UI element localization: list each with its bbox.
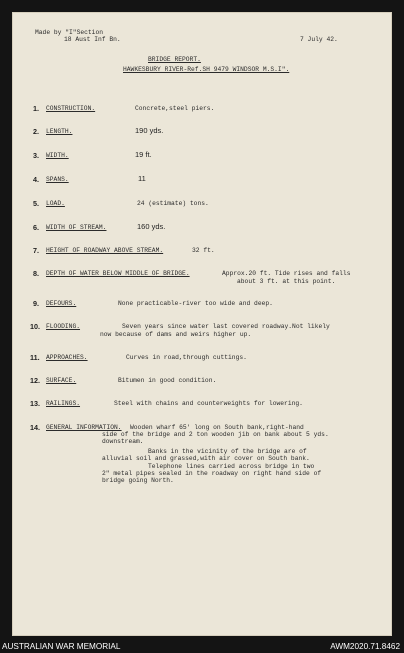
report-title: BRIDGE REPORT. <box>148 56 201 63</box>
item-number: 13. <box>30 399 40 408</box>
info-line: side of the bridge and 2 ton wooden jib on bank about 5 yds. <box>102 431 329 438</box>
made-by-line: Made by "I"Section <box>35 29 104 36</box>
item-text: 160 yds. <box>137 222 166 231</box>
item-text: Steel with chains and counterweights for lowering. <box>114 400 303 407</box>
report-subtitle: HAWKESBURY RIVER-Ref.SH 9479 WINDSOR M.S.I". <box>123 66 290 73</box>
item-text: 11 <box>138 174 146 183</box>
item-text: Seven years since water last covered roadway.Not likely <box>122 323 330 330</box>
item-number: 10. <box>30 322 40 331</box>
item-text: 32 ft. <box>192 247 215 254</box>
item-text: Approx.20 ft. Tide rises and falls <box>222 270 351 277</box>
info-line: bridge going North. <box>102 477 174 484</box>
item-text: Concrete,steel piers. <box>135 105 215 112</box>
item-label: DEFOURS. <box>46 300 77 307</box>
info-line: downstream. <box>102 438 144 445</box>
item-number: 2. <box>33 127 39 136</box>
item-label: CONSTRUCTION. <box>46 105 96 112</box>
item-text: Curves in road,through cuttings. <box>126 354 247 361</box>
info-line: alluvial soil and grassed,with air cover on South bank. <box>102 455 310 462</box>
item-text: 19 ft. <box>135 150 152 159</box>
item-text: 190 yds. <box>135 126 164 135</box>
footer-accession: AWM2020.71.8462 <box>330 642 400 651</box>
item-number: 11. <box>30 353 40 362</box>
item-number: 9. <box>33 299 39 308</box>
item-number: 6. <box>33 223 39 232</box>
item-number: 5. <box>33 199 39 208</box>
item-label: GENERAL INFORMATION. <box>46 424 122 431</box>
item-label: WIDTH. <box>46 152 69 159</box>
item-label: LENGTH. <box>46 128 73 135</box>
item-text: 24 (estimate) tons. <box>137 200 209 207</box>
item-text: None practicable-river too wide and deep. <box>118 300 273 307</box>
item-label: WIDTH OF STREAM. <box>46 224 107 231</box>
item-label: LOAD. <box>46 200 65 207</box>
item-text-continued: about 3 ft. at this point. <box>237 278 336 285</box>
item-number: 12. <box>30 376 40 385</box>
report-date: 7 July 42. <box>300 36 338 43</box>
unit-line: 18 Aust Inf Bn. <box>64 36 121 43</box>
item-label: FLOODING. <box>46 323 81 330</box>
item-number: 4. <box>33 175 39 184</box>
item-label: DEPTH OF WATER BELOW MIDDLE OF BRIDGE. <box>46 270 190 277</box>
item-label: SPANS. <box>46 176 69 183</box>
item-number: 7. <box>33 246 39 255</box>
info-line: 2" metal pipes sealed in the roadway on right hand side of <box>102 470 322 477</box>
info-line: Wooden wharf 65' long on South bank,right-hand <box>130 424 304 431</box>
footer-source: AUSTRALIAN WAR MEMORIAL <box>2 642 121 651</box>
item-label: HEIGHT OF ROADWAY ABOVE STREAM. <box>46 247 164 254</box>
item-number: 1. <box>33 104 39 113</box>
item-number: 14. <box>30 423 40 432</box>
item-number: 8. <box>33 269 39 278</box>
item-label: SURFACE. <box>46 377 77 384</box>
item-label: RAILINGS. <box>46 400 81 407</box>
item-number: 3. <box>33 151 39 160</box>
info-line: Telephone lines carried across bridge in two <box>148 463 315 470</box>
item-label: APPROACHES. <box>46 354 88 361</box>
item-text-continued: now because of dams and weirs higher up. <box>100 331 252 338</box>
item-text: Bitumen in good condition. <box>118 377 217 384</box>
info-line: Banks in the vicinity of the bridge are of <box>148 448 307 455</box>
